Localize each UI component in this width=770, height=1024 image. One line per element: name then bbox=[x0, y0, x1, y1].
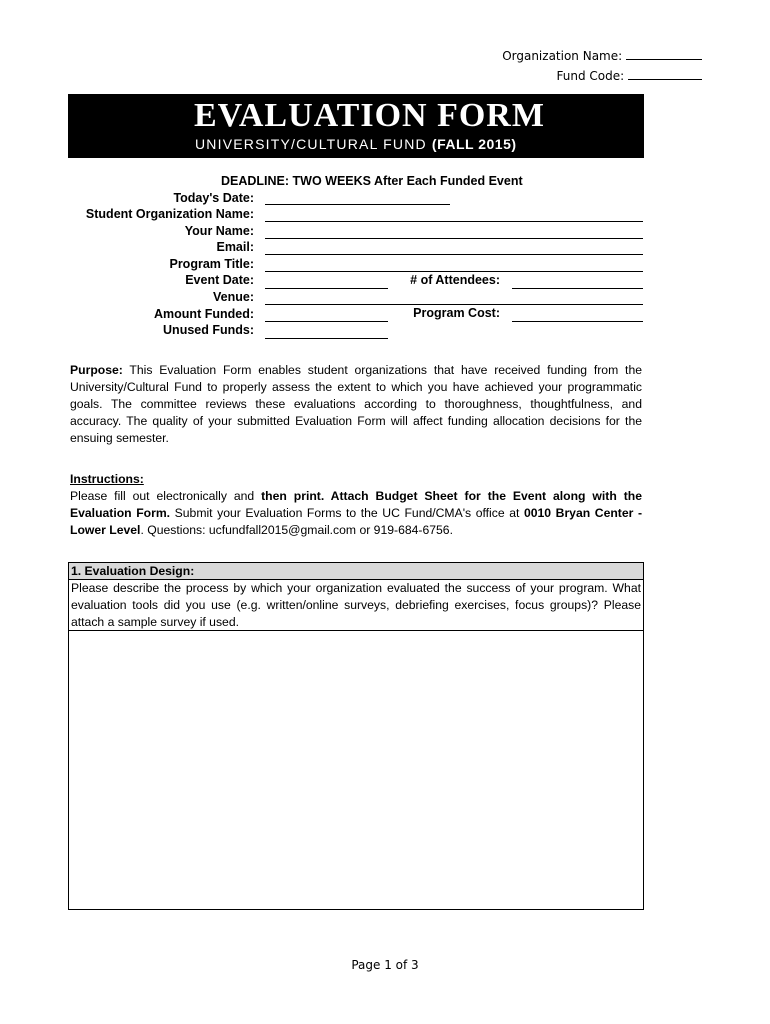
email-field[interactable] bbox=[265, 254, 643, 255]
form-subtitle bbox=[195, 136, 517, 152]
purpose-text: This Evaluation Form enables student organizations that have received funding from the University/Cultural Fund to properly assess the extent to which you have achieved your programmatic goals. The committee reviews these evaluations according to thoroughness, thoughtfulness, and accuracy. The quality of your submitted Evaluation Form will affect funding allocation decisions for the ensuing semester. bbox=[70, 363, 642, 445]
program-cost-field[interactable] bbox=[512, 321, 643, 322]
evaluation-design-heading: 1. Evaluation Design: bbox=[69, 563, 643, 580]
evaluation-design-description: Please describe the process by which your organization evaluated the success of your program. What evaluation tools did you use (e.g. written/online surveys, debriefing exercises, focus groups)? Please attach a sample survey if used. bbox=[71, 581, 641, 629]
org-fund-block bbox=[502, 46, 702, 86]
instructions-paragraph bbox=[70, 471, 642, 539]
org-name-row bbox=[502, 46, 702, 66]
program-cost-label: Program Cost: bbox=[413, 306, 500, 320]
fund-code-label: Fund Code: bbox=[556, 69, 625, 83]
event-date-label: Event Date: bbox=[185, 273, 254, 287]
todays-date-field[interactable] bbox=[265, 204, 450, 205]
your-name-field[interactable] bbox=[265, 238, 643, 239]
instructions-part2: then print. Attach Budget Sheet for the Event along with the Evaluation Form. bbox=[70, 489, 642, 520]
form-title: EVALUATION FORM bbox=[194, 97, 545, 134]
evaluation-design-answer-area[interactable] bbox=[69, 631, 643, 909]
org-name-field[interactable] bbox=[626, 46, 702, 60]
attendees-field[interactable] bbox=[512, 288, 643, 289]
fund-code-field[interactable] bbox=[628, 66, 702, 80]
instructions-part4: 0010 Bryan Center - Lower Level bbox=[70, 506, 643, 537]
org-name-label: Organization Name: bbox=[502, 49, 623, 63]
instructions-label: Instructions: bbox=[70, 472, 144, 486]
subtitle-text: UNIVERSITY/CULTURAL FUND bbox=[195, 136, 427, 152]
program-title-field[interactable] bbox=[265, 271, 643, 272]
instructions-text bbox=[70, 488, 642, 539]
program-title-label: Program Title: bbox=[169, 257, 254, 271]
instructions-part1: Please fill out electronically and bbox=[70, 489, 262, 503]
fund-code-row bbox=[502, 66, 702, 86]
page-number: Page 1 of 3 bbox=[351, 958, 419, 972]
deadline-text: DEADLINE: TWO WEEKS After Each Funded Event bbox=[221, 174, 523, 188]
purpose-paragraph bbox=[70, 362, 642, 447]
unused-funds-field[interactable] bbox=[265, 338, 388, 339]
purpose-label: Purpose: bbox=[70, 363, 123, 377]
email-label: Email: bbox=[216, 240, 254, 254]
title-banner bbox=[68, 94, 644, 158]
your-name-label: Your Name: bbox=[184, 224, 254, 238]
unused-funds-label: Unused Funds: bbox=[163, 323, 254, 337]
attendees-label: # of Attendees: bbox=[410, 273, 500, 287]
instructions-part3: Submit your Evaluation Forms to the UC Fund/CMA's office at bbox=[170, 506, 524, 520]
amount-funded-label: Amount Funded: bbox=[154, 307, 254, 321]
instructions-part5: . Questions: ucfundfall2015@gmail.com or 919-684-6756. bbox=[140, 523, 453, 537]
amount-funded-field[interactable] bbox=[265, 321, 388, 322]
todays-date-label: Today's Date: bbox=[173, 191, 254, 205]
venue-field[interactable] bbox=[265, 304, 643, 305]
event-date-field[interactable] bbox=[265, 288, 388, 289]
student-org-name-label: Student Organization Name: bbox=[85, 207, 254, 221]
venue-label: Venue: bbox=[213, 290, 254, 304]
evaluation-design-section bbox=[68, 562, 644, 910]
student-org-name-field[interactable] bbox=[265, 221, 643, 222]
subtitle-term: (FALL 2015) bbox=[431, 136, 517, 152]
